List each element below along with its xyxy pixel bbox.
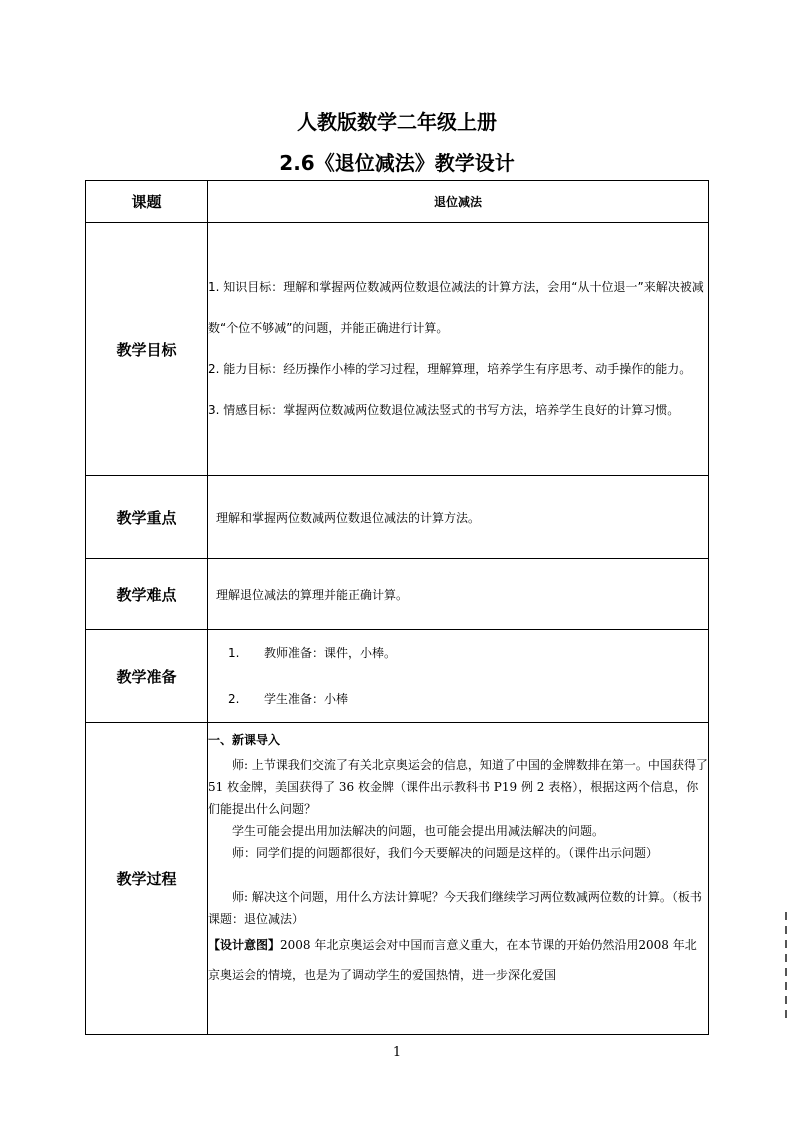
- document-subtitle: 2.6《退位减法》教学设计: [279, 151, 515, 175]
- process-label: 教学过程: [86, 723, 208, 1035]
- goal-item-emotion: 3. 情感目标：掌握两位数减两位数退位减法竖式的书写方法，培养学生良好的计算习惯。: [208, 403, 680, 417]
- prep-item-number: 1.: [228, 646, 240, 660]
- difficulty-label: 教学难点: [86, 559, 208, 630]
- difficulty-value: 理解退位减法的算理并能正确计算。: [208, 559, 709, 630]
- goals-row: [86, 223, 709, 476]
- page-number: 1: [392, 1045, 402, 1060]
- lesson-plan-table: [85, 180, 709, 1035]
- process-content: [208, 723, 709, 1035]
- prep-item-text: 学生准备：小棒: [264, 692, 349, 706]
- key-label: 教学重点: [86, 476, 208, 559]
- topic-row: [86, 181, 709, 223]
- design-intent: [208, 930, 708, 990]
- prep-item-teacher: [208, 630, 708, 676]
- topic-value: 退位减法: [208, 181, 709, 223]
- prep-item-number: 2.: [228, 692, 240, 706]
- process-paragraph: 师: 上节课我们交流了有关北京奥运会的信息，知道了中国的金牌数排在第一。中国获得了 51 枚金牌，美国获得了 36 枚金牌（课件出示教科书 P19 例 2 表格），根据这两个信息，你们能提出什么问题？: [208, 758, 708, 816]
- process-paragraph: 师：同学们提的问题都很好，我们今天要解决的问题是这样的。（课件出示问题）: [232, 846, 659, 860]
- prep-label: 教学准备: [86, 630, 208, 723]
- topic-label: 课题: [86, 181, 208, 223]
- goals-label: 教学目标: [86, 223, 208, 476]
- section-heading: 一、新课导入: [208, 733, 281, 747]
- key-value: 理解和掌握两位数减两位数退位减法的计算方法。: [208, 476, 709, 559]
- prep-content: [208, 630, 709, 723]
- goal-item-knowledge: 1. 知识目标：理解和掌握两位数减两位数退位减法的计算方法，会用“从十位退一”来解决被减数“个位不够减”的问题，并能正确进行计算。: [208, 280, 704, 335]
- key-row: [86, 476, 709, 559]
- prep-item-text: 教师准备：课件，小棒。: [264, 646, 397, 660]
- paragraph-gap: [208, 864, 708, 886]
- design-intent-tag: 【设计意图】: [208, 938, 281, 952]
- difficulty-row: [86, 559, 709, 630]
- design-intent-text: 2008 年北京奥运会对中国而言意义重大，在本节课的开始仍然沿用2008 年北京奥运会的情境，也是为了调动学生的爱国热情，进一步深化爱国: [208, 938, 697, 982]
- goal-item-ability: 2. 能力目标：经历操作小棒的学习过程，理解算理，培养学生有序思考、动手操作的能力。: [208, 362, 692, 376]
- goals-content: [208, 223, 709, 476]
- page-edge-marks: [785, 912, 794, 1024]
- process-paragraph: 师: 解决这个问题，用什么方法计算呢？今天我们继续学习两位数减两位数的计算。（板书课题：退位减法）: [208, 890, 702, 926]
- process-row: [86, 723, 709, 1035]
- document-title: 人教版数学二年级上册: [297, 110, 497, 134]
- prep-row: [86, 630, 709, 723]
- prep-item-student: [208, 676, 708, 722]
- process-paragraph: 学生可能会提出用加法解决的问题，也可能会提出用减法解决的问题。: [232, 824, 605, 838]
